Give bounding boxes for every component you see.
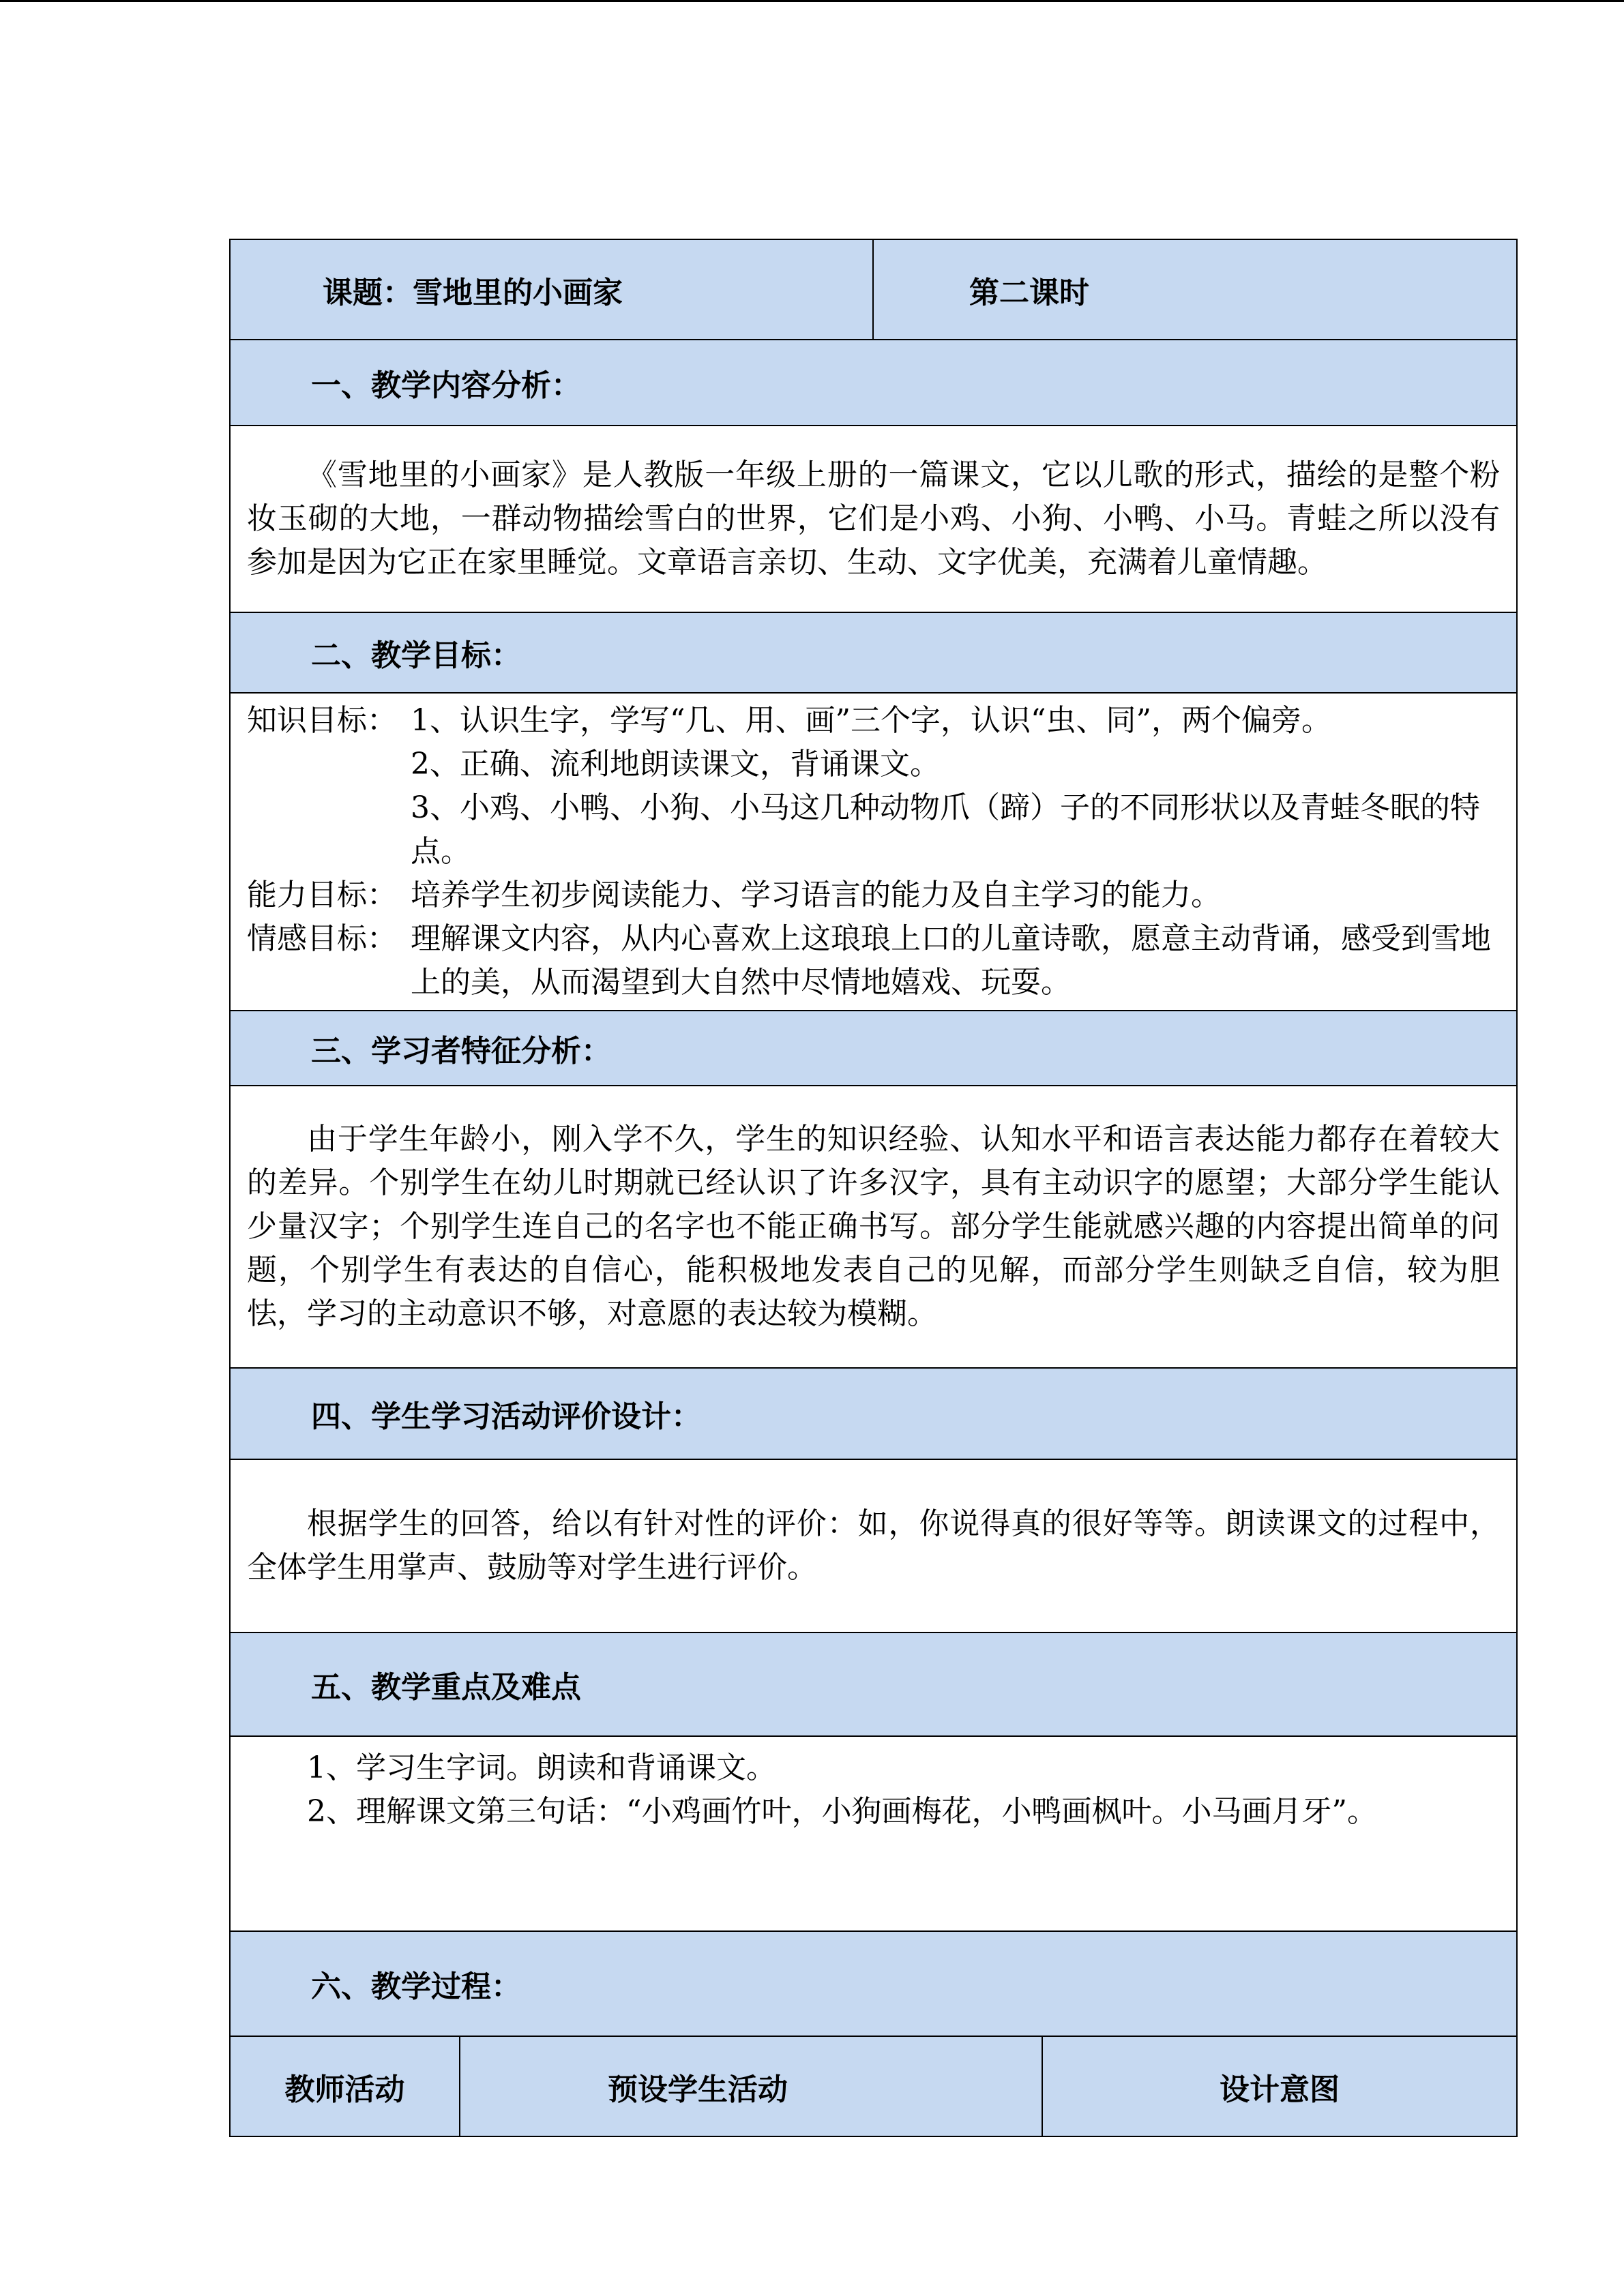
lesson-plan-grid — [229, 239, 1518, 2137]
evaluation-body — [230, 1459, 1517, 1632]
lesson-title: 课题：雪地里的小画家 — [230, 239, 873, 340]
emotion-goal-label: 情感目标： — [247, 921, 397, 956]
process-col-intent: 设计意图 — [1042, 2036, 1517, 2136]
emotion-goal — [247, 917, 1500, 1004]
knowledge-goal-item-1: 1、认识生字，学写“几、用、画”三个字，认识“虫、同”，两个偏旁。 — [411, 703, 1331, 738]
knowledge-goal-item-3: 3、小鸡、小鸭、小狗、小马这几种动物爪（蹄）子的不同形状以及青蛙冬眠的特点。 — [411, 790, 1480, 869]
evaluation-heading: 四、学生学习活动评价设计： — [230, 1368, 1517, 1459]
process-heading: 六、教学过程： — [230, 1931, 1517, 2036]
content-analysis-text: 《雪地里的小画家》是人教版一年级上册的一篇课文，它以儿歌的形式，描绘的是整个粉妆玉砌的大地，一群动物描绘雪白的世界，它们是小鸡、小狗、小鸭、小马。青蛙之所以没有参加是因为它正在家里睡觉。文章语言亲切、生动、文字优美，充满着儿童情趣。 — [247, 458, 1500, 580]
ability-goal-text: 培养学生初步阅读能力、学习语言的能力及自主学习的能力。 — [411, 878, 1221, 912]
learner-analysis-body — [230, 1086, 1517, 1368]
content-analysis-heading: 一、教学内容分析： — [230, 340, 1517, 426]
knowledge-goal — [247, 699, 1500, 743]
ability-goal — [247, 874, 1500, 917]
evaluation-text: 根据学生的回答，给以有针对性的评价：如，你说得真的很好等等。朗读课文的过程中，全体学生用掌声、鼓励等对学生进行评价。 — [247, 1506, 1500, 1585]
objectives-body — [230, 693, 1517, 1011]
top-border-line — [0, 0, 1624, 2]
knowledge-goal-item-2: 2、正确、流利地朗读课文，背诵课文。 — [411, 747, 940, 781]
objectives-heading: 二、教学目标： — [230, 612, 1517, 693]
key-points-body — [230, 1736, 1517, 1931]
key-points-heading: 五、教学重点及难点 — [230, 1632, 1517, 1736]
lesson-period: 第二课时 — [873, 239, 1517, 340]
key-point-2: 2、理解课文第三句话：“小鸡画竹叶，小狗画梅花，小鸭画枫叶。小马画月牙”。 — [307, 1794, 1377, 1829]
content-analysis-body — [230, 426, 1517, 612]
process-col-teacher: 教师活动 — [230, 2036, 460, 2136]
learner-analysis-text: 由于学生年龄小，刚入学不久，学生的知识经验、认知水平和语言表达能力都存在着较大的差异。个别学生在幼儿时期就已经认识了许多汉字，具有主动识字的愿望；大部分学生能认少量汉字；个别学生连自己的名字也不能正确书写。部分学生能就感兴趣的内容提出简单的问题，个别学生有表达的自信心，能积极地发表自己的见解，而部分学生则缺乏自信，较为胆怯，学习的主动意识不够，对意愿的表达较为模糊。 — [247, 1122, 1500, 1331]
emotion-goal-text: 理解课文内容，从内心喜欢上这琅琅上口的儿童诗歌，愿意主动背诵，感受到雪地上的美，从而渴望到大自然中尽情地嬉戏、玩耍。 — [411, 921, 1491, 1000]
process-col-student: 预设学生活动 — [460, 2036, 1042, 2136]
key-point-1: 1、学习生字词。朗读和背诵课文。 — [307, 1750, 776, 1785]
ability-goal-label: 能力目标： — [247, 878, 397, 912]
knowledge-goal-label: 知识目标： — [247, 703, 397, 738]
lesson-plan-body — [229, 239, 1516, 2137]
learner-analysis-heading: 三、学习者特征分析： — [230, 1011, 1517, 1086]
